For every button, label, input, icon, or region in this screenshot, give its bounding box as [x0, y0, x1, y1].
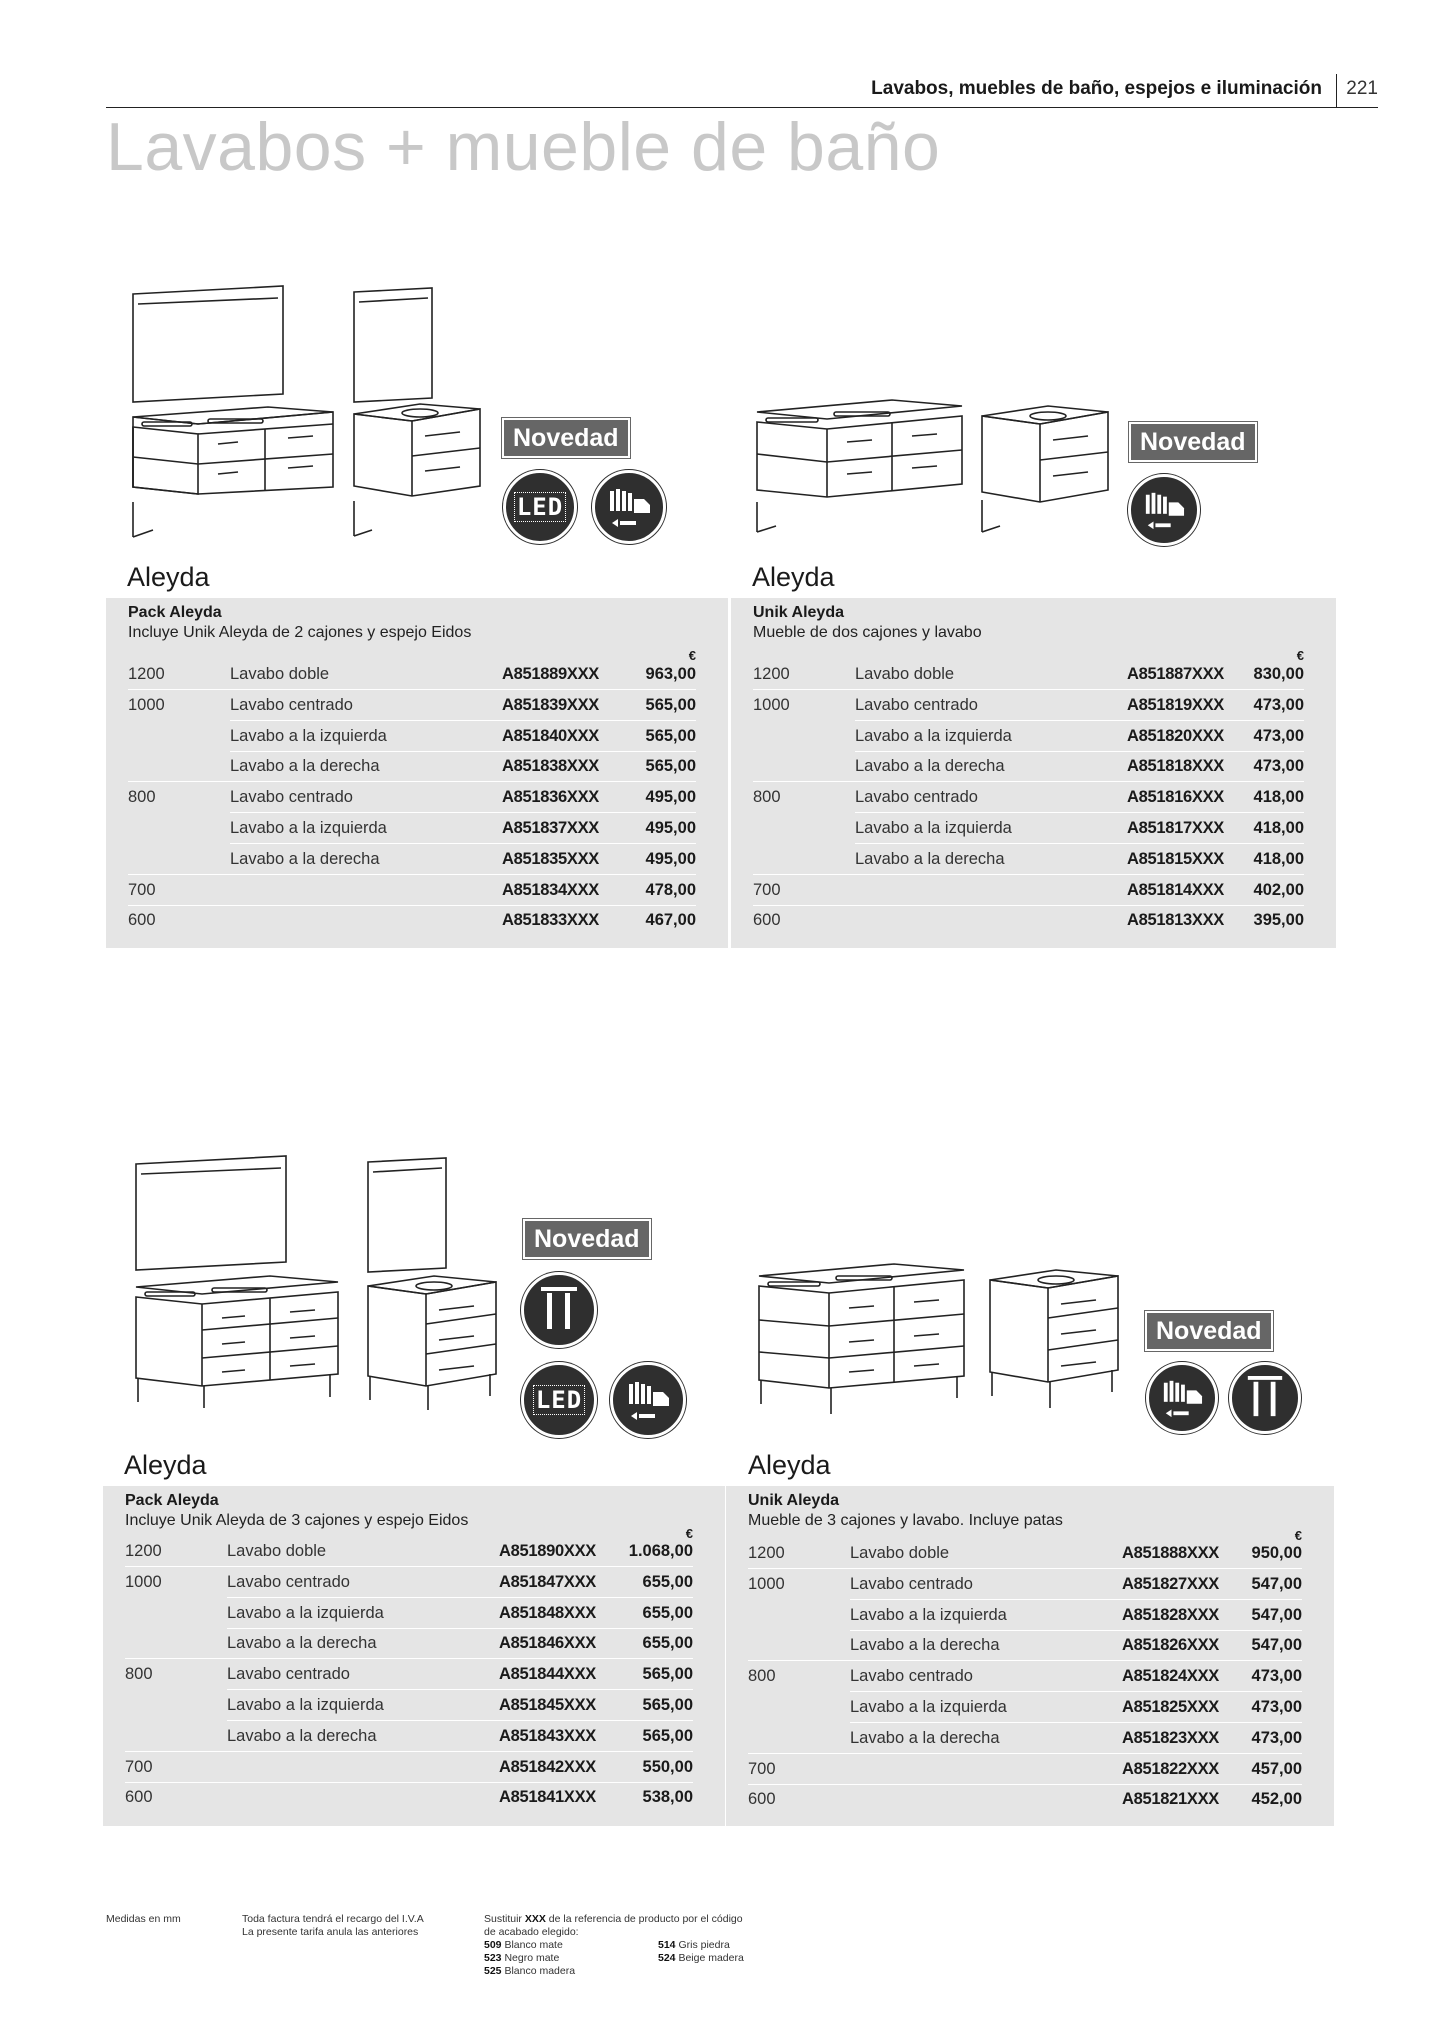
currency-label: € — [685, 1526, 693, 1541]
description-cell: Lavabo a la izquierda — [227, 1603, 384, 1622]
pack-3-drawer-illustration — [130, 1152, 350, 1412]
table-row — [753, 905, 1336, 936]
table-row — [128, 813, 728, 844]
currency-label: € — [1296, 648, 1304, 663]
table-row — [128, 690, 728, 721]
description-cell: Lavabo doble — [855, 665, 955, 683]
finish-codes-note — [484, 1913, 824, 1979]
header-divider — [1336, 74, 1338, 108]
unik-2-drawer-illustration — [350, 286, 490, 546]
table-description: Mueble de 3 cajones y lavabo. Incluye patas — [748, 1512, 1063, 1529]
reference-cell: A851819XXX — [1127, 695, 1224, 714]
table-row — [753, 690, 1336, 721]
led-icon: LED — [503, 470, 577, 544]
description-cell: Lavabo a la derecha — [230, 757, 380, 776]
reference-cell: A851826XXX — [1122, 1636, 1219, 1655]
reference-cell: A851816XXX — [1127, 788, 1224, 807]
price-cell: 452,00 — [1251, 1790, 1302, 1809]
substitute-line-2: de acabado elegido: — [484, 1926, 579, 1938]
price-cell: 478,00 — [645, 880, 696, 899]
size-cell: 700 — [753, 880, 781, 899]
novedad-badge: Novedad — [1145, 1311, 1273, 1351]
reference-cell: A851833XXX — [502, 911, 599, 930]
price-table — [106, 598, 728, 948]
size-cell: 800 — [753, 788, 781, 807]
unik-3-drawer-illustration — [364, 1156, 504, 1416]
table-row — [748, 1569, 1334, 1600]
table-row — [128, 905, 728, 936]
reference-cell: A851823XXX — [1122, 1728, 1219, 1747]
table-row — [748, 1661, 1334, 1692]
description-cell: Lavabo a la izquierda — [855, 819, 1012, 837]
reference-cell: A851888XXX — [1122, 1544, 1219, 1562]
product-name: Aleyda — [127, 562, 210, 592]
unik-2-drawer-single-illustration — [978, 400, 1118, 545]
description-cell: Lavabo centrado — [850, 1667, 973, 1686]
description-cell: Lavabo centrado — [227, 1572, 350, 1591]
table-row — [748, 1692, 1334, 1723]
description-cell: Lavabo a la derecha — [850, 1636, 1000, 1655]
size-cell: 800 — [748, 1667, 776, 1686]
description-cell: Lavabo a la derecha — [855, 757, 1005, 776]
description-cell: Lavabo doble — [230, 665, 330, 683]
price-table — [103, 1486, 725, 1826]
reference-cell: A851836XXX — [502, 788, 599, 807]
table-row — [128, 751, 728, 782]
size-cell: 1200 — [748, 1544, 785, 1562]
table-row — [125, 1598, 725, 1629]
price-cell: 473,00 — [1253, 757, 1304, 776]
description-cell: Lavabo a la izquierda — [850, 1698, 1007, 1716]
reference-cell: A851821XXX — [1122, 1790, 1219, 1809]
novedad-badge: Novedad — [502, 418, 630, 458]
description-cell: Lavabo a la derecha — [855, 849, 1005, 868]
size-cell: 1000 — [125, 1572, 162, 1591]
price-cell: 655,00 — [642, 1603, 693, 1622]
description-cell: Lavabo doble — [227, 1542, 327, 1560]
table-row — [748, 1784, 1334, 1815]
price-table — [731, 598, 1336, 948]
table-row — [748, 1754, 1334, 1785]
description-cell: Lavabo centrado — [855, 695, 978, 714]
iva-note — [242, 1913, 424, 1939]
unik-3-drawer-double-illustration — [754, 1258, 974, 1423]
table-row — [125, 1782, 725, 1813]
measures-note: Medidas en mm — [106, 1913, 181, 1925]
price-cell: 538,00 — [642, 1788, 693, 1807]
table-row — [125, 1690, 725, 1721]
size-cell: 700 — [748, 1759, 776, 1778]
table-row — [753, 659, 1336, 690]
price-cell: 1.068,00 — [628, 1542, 693, 1560]
price-cell: 418,00 — [1253, 849, 1304, 868]
table-row — [125, 1659, 725, 1690]
reference-cell: A851834XXX — [502, 880, 599, 899]
table-row — [748, 1600, 1334, 1631]
tariff-line: La presente tarifa anula las anteriores — [242, 1926, 419, 1938]
reference-cell: A851838XXX — [502, 757, 599, 776]
price-cell: 565,00 — [645, 695, 696, 714]
table-title: Pack Aleyda — [128, 604, 222, 621]
size-cell: 700 — [128, 880, 156, 899]
reference-cell: A851837XXX — [502, 819, 599, 837]
size-cell: 700 — [125, 1757, 153, 1776]
reference-cell: A851839XXX — [502, 695, 599, 714]
reference-cell: A851890XXX — [499, 1542, 596, 1560]
price-cell: 547,00 — [1251, 1636, 1302, 1655]
unik-2-drawer-double-illustration — [752, 392, 972, 542]
table-row — [748, 1630, 1334, 1661]
description-cell: Lavabo centrado — [227, 1665, 350, 1684]
table-row — [128, 844, 728, 875]
price-cell: 547,00 — [1251, 1605, 1302, 1624]
price-cell: 565,00 — [645, 726, 696, 745]
table-row — [125, 1628, 725, 1659]
size-cell: 800 — [128, 788, 156, 807]
size-cell: 600 — [128, 911, 156, 930]
push-to-open-icon — [610, 1362, 686, 1438]
price-cell: 473,00 — [1253, 726, 1304, 745]
table-row — [125, 1567, 725, 1598]
description-cell: Lavabo a la izquierda — [230, 726, 387, 745]
reference-cell: A851846XXX — [499, 1634, 596, 1653]
iva-line: Toda factura tendrá el recargo del I.V.A — [242, 1913, 424, 1925]
price-cell: 495,00 — [645, 849, 696, 868]
table-row — [753, 782, 1336, 813]
reference-cell: A851845XXX — [499, 1696, 596, 1714]
price-cell: 830,00 — [1253, 665, 1304, 683]
description-cell: Lavabo a la derecha — [227, 1634, 377, 1653]
size-cell: 1200 — [125, 1542, 162, 1560]
description-cell: Lavabo centrado — [855, 788, 978, 807]
table-description: Incluye Unik Aleyda de 2 cajones y espejo Eidos — [128, 624, 472, 641]
table-row — [128, 875, 728, 906]
table-row — [753, 844, 1336, 875]
product-name: Aleyda — [752, 562, 835, 592]
table-row — [128, 721, 728, 752]
reference-cell: A851844XXX — [499, 1665, 596, 1684]
table-title: Unik Aleyda — [748, 1492, 839, 1509]
price-cell: 418,00 — [1253, 819, 1304, 837]
finish-list — [484, 1939, 824, 1979]
price-cell: 565,00 — [642, 1696, 693, 1714]
reference-cell: A851822XXX — [1122, 1759, 1219, 1778]
size-cell: 1200 — [753, 665, 790, 683]
size-cell: 1000 — [753, 695, 790, 714]
price-cell: 402,00 — [1253, 880, 1304, 899]
price-cell: 473,00 — [1251, 1698, 1302, 1716]
table-row — [128, 659, 728, 690]
price-cell: 467,00 — [645, 911, 696, 930]
price-cell: 495,00 — [645, 819, 696, 837]
size-cell: 800 — [125, 1665, 153, 1684]
price-cell: 473,00 — [1253, 695, 1304, 714]
product-name: Aleyda — [748, 1450, 831, 1480]
reference-cell: A851824XXX — [1122, 1667, 1219, 1686]
table-description: Mueble de dos cajones y lavabo — [753, 624, 982, 641]
reference-cell: A851840XXX — [502, 726, 599, 745]
price-cell: 395,00 — [1253, 911, 1304, 930]
reference-cell: A851817XXX — [1127, 819, 1224, 837]
table-row — [128, 782, 728, 813]
size-cell: 1000 — [128, 695, 165, 714]
page-title: Lavabos + mueble de baño — [106, 109, 941, 185]
finish-item: 509 Blanco mate — [484, 1939, 563, 1951]
push-to-open-icon — [1128, 474, 1200, 546]
price-cell: 547,00 — [1251, 1574, 1302, 1593]
reference-cell: A851825XXX — [1122, 1698, 1219, 1716]
size-cell: 600 — [125, 1788, 153, 1807]
novedad-badge: Novedad — [1129, 422, 1257, 462]
finish-item: 525 Blanco madera — [484, 1965, 576, 1977]
reference-cell: A851887XXX — [1127, 665, 1224, 683]
size-cell: 600 — [748, 1790, 776, 1809]
description-cell: Lavabo centrado — [230, 788, 353, 807]
price-cell: 457,00 — [1251, 1759, 1302, 1778]
price-cell: 950,00 — [1251, 1544, 1302, 1562]
price-cell: 473,00 — [1251, 1667, 1302, 1686]
description-cell: Lavabo a la izquierda — [850, 1605, 1007, 1624]
price-cell: 550,00 — [642, 1757, 693, 1776]
legs-icon — [521, 1272, 597, 1348]
table-row — [753, 721, 1336, 752]
description-cell: Lavabo a la izquierda — [230, 819, 387, 837]
size-cell: 1000 — [748, 1574, 785, 1593]
size-cell: 600 — [753, 911, 781, 930]
table-row — [125, 1752, 725, 1783]
reference-cell: A851827XXX — [1122, 1574, 1219, 1593]
table-row — [753, 875, 1336, 906]
section-title: Lavabos, muebles de baño, espejos e iluminación — [871, 78, 1322, 99]
finish-item: 523 Negro mate — [484, 1952, 560, 1964]
pack-2-drawer-illustration — [128, 282, 348, 542]
description-cell: Lavabo doble — [850, 1544, 950, 1562]
table-title: Pack Aleyda — [125, 1492, 219, 1509]
page-header — [106, 74, 1378, 108]
table-title: Unik Aleyda — [753, 604, 844, 621]
finish-item: 514 Gris piedra — [658, 1939, 730, 1951]
table-row — [748, 1538, 1334, 1569]
table-row — [748, 1723, 1334, 1754]
reference-cell: A851815XXX — [1127, 849, 1224, 868]
description-cell: Lavabo a la derecha — [230, 849, 380, 868]
description-cell: Lavabo a la derecha — [227, 1726, 377, 1745]
reference-cell: A851828XXX — [1122, 1605, 1219, 1624]
table-description: Incluye Unik Aleyda de 3 cajones y espejo Eidos — [125, 1512, 469, 1529]
table-row — [125, 1536, 725, 1567]
table-row — [753, 751, 1336, 782]
push-to-open-icon — [592, 470, 666, 544]
reference-cell: A851820XXX — [1127, 726, 1224, 745]
description-cell: Lavabo centrado — [850, 1574, 973, 1593]
currency-label: € — [1294, 1528, 1302, 1543]
led-icon: LED — [521, 1362, 597, 1438]
table-row — [753, 813, 1336, 844]
price-cell: 495,00 — [645, 788, 696, 807]
currency-label: € — [688, 648, 696, 663]
unik-3-drawer-single-illustration — [986, 1264, 1126, 1429]
reference-cell: A851848XXX — [499, 1603, 596, 1622]
price-cell: 963,00 — [645, 665, 696, 683]
novedad-badge: Novedad — [523, 1219, 651, 1259]
reference-cell: A851847XXX — [499, 1572, 596, 1591]
size-cell: 1200 — [128, 665, 165, 683]
reference-cell: A851889XXX — [502, 665, 599, 683]
reference-cell: A851814XXX — [1127, 880, 1224, 899]
price-cell: 655,00 — [642, 1572, 693, 1591]
price-cell: 473,00 — [1251, 1728, 1302, 1747]
reference-cell: A851818XXX — [1127, 757, 1224, 776]
reference-cell: A851813XXX — [1127, 911, 1224, 930]
legs-icon — [1229, 1362, 1301, 1434]
description-cell: Lavabo a la derecha — [850, 1728, 1000, 1747]
finish-item: 524 Beige madera — [658, 1952, 744, 1964]
table-row — [125, 1721, 725, 1752]
price-cell: 418,00 — [1253, 788, 1304, 807]
description-cell: Lavabo centrado — [230, 695, 353, 714]
price-cell: 565,00 — [642, 1726, 693, 1745]
reference-cell: A851835XXX — [502, 849, 599, 868]
price-cell: 565,00 — [645, 757, 696, 776]
price-cell: 565,00 — [642, 1665, 693, 1684]
price-table — [726, 1486, 1334, 1826]
page-number: 221 — [1346, 78, 1378, 99]
description-cell: Lavabo a la izquierda — [855, 726, 1012, 745]
reference-cell: A851843XXX — [499, 1726, 596, 1745]
description-cell: Lavabo a la izquierda — [227, 1696, 384, 1714]
push-to-open-icon — [1146, 1362, 1218, 1434]
substitute-line: Sustituir XXX de la referencia de producto por el código — [484, 1913, 743, 1925]
product-name: Aleyda — [124, 1450, 207, 1480]
price-cell: 655,00 — [642, 1634, 693, 1653]
reference-cell: A851842XXX — [499, 1757, 596, 1776]
reference-cell: A851841XXX — [499, 1788, 596, 1807]
